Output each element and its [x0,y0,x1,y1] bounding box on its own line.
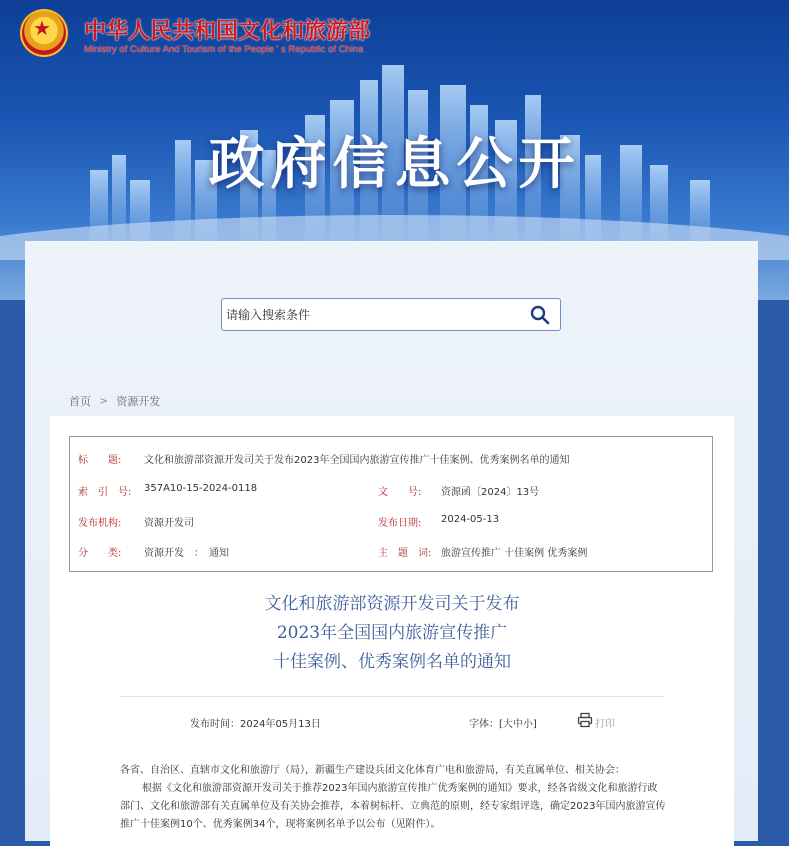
ministry-name-cn[interactable]: 中华人民共和国文化和旅游部 [84,19,371,44]
search-box [221,298,561,331]
ministry-name-en: Ministry of Culture And Tourism of the People ' s Republic of China [84,44,364,55]
body-paragraph: 各省、自治区、直辖市文化和旅游厅（局），新疆生产建设兵团文化体育广电和旅游局，有关直属单位、相关协会： [120,765,625,776]
meta-index-label: 索 引 号: [78,487,132,498]
meta-index-value: 357A10-15-2024-0118 [144,483,258,494]
meta-subject-value: 旅游宣传推广 十佳案例 优秀案例 [441,548,588,559]
document-title-line2: 2023年全国国内旅游宣传推广 [276,623,508,643]
meta-org-value: 资源开发司 [144,518,194,529]
breadcrumb-current[interactable]: 资源开发 [116,395,161,408]
meta-org-label: 发布机构: [78,518,122,529]
meta-date-value: 2024-05-13 [441,514,500,525]
national-emblem-logo[interactable] [20,9,68,57]
search-input[interactable] [226,299,516,330]
font-size-selector[interactable]: 字体：[大中小] [469,719,537,730]
chevron-right-icon: > [99,395,108,407]
publish-time: 发布时间：2024年05月13日 [190,719,321,730]
breadcrumb [69,393,160,409]
document-title-line1: 文化和旅游部资源开发司关于发布 [264,594,520,614]
star-icon: ★ [33,16,51,40]
document-meta-table [69,436,713,572]
meta-title-label: 标 题: [78,455,122,466]
meta-date-label: 发布日期: [378,518,422,529]
meta-category-value: 资源开发 ： 通知 [144,548,229,559]
document-title-line3: 十佳案例、优秀案例名单的通知 [273,652,511,672]
section-title: 政府信息公开 [208,132,581,197]
search-icon[interactable] [530,305,550,325]
title-divider [120,696,664,697]
meta-docno-label: 文 号: [378,487,422,498]
meta-docno-value: 资源函〔2024〕13号 [441,487,540,498]
breadcrumb-home[interactable]: 首页 [69,395,91,408]
meta-subject-label: 主 题 词: [378,548,432,559]
meta-title-value: 文化和旅游部资源开发司关于发布2023年全国国内旅游宣传推广十佳案例、优秀案例名单的通知 [144,455,570,466]
document-body [120,762,666,834]
printer-icon[interactable] [577,712,593,728]
body-paragraph: 根据《文化和旅游部资源开发司关于推荐2023年国内旅游宣传推广优秀案例的通知》要求，经各省级文化和旅游行政部门、文化和旅游部有关直属单位及有关协会推荐，本着树标杆、立典范的原则，经专家组评选，确定2023年国内旅游宣传推广十佳案例10个、优秀案例34个，现将案例名单予以公布（见附件）。 [120,783,666,830]
print-button[interactable]: 打印 [595,719,615,730]
document-title [50,590,734,677]
meta-category-label: 分 类: [78,548,122,559]
content-panel [25,241,758,841]
article-card [50,416,734,846]
